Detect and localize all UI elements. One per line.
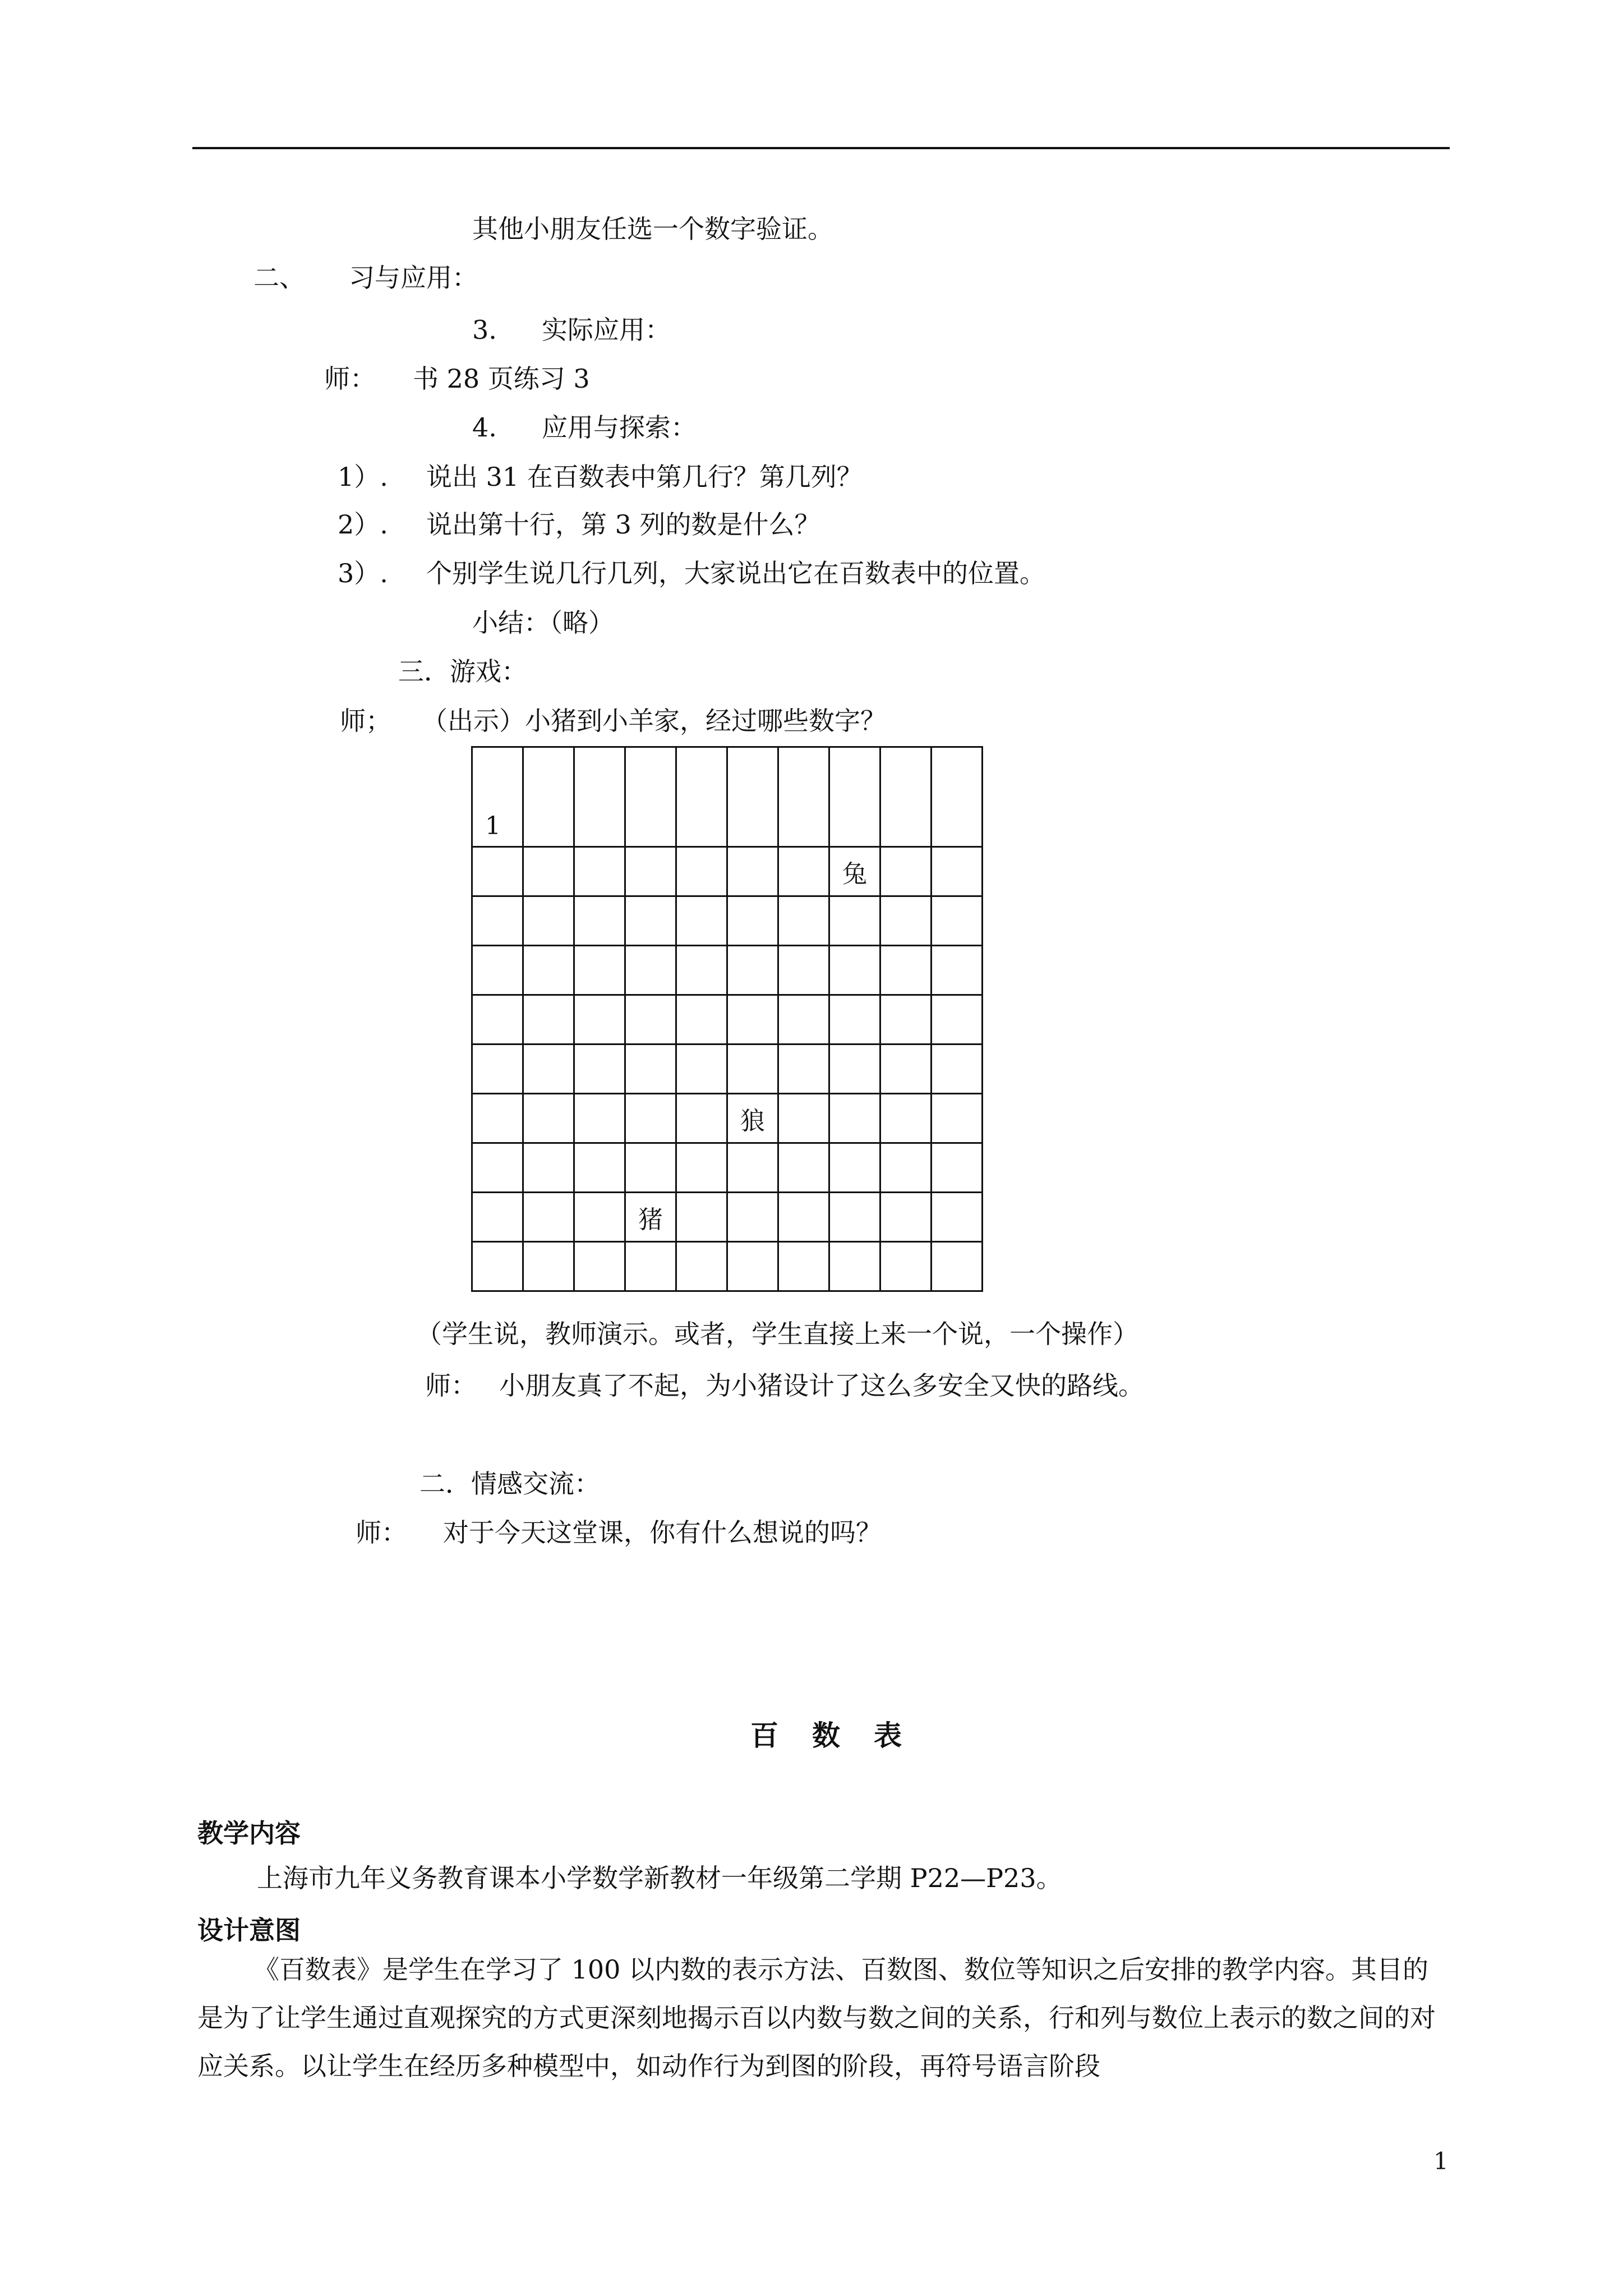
grid-cell	[932, 946, 983, 995]
grid-cell	[727, 1045, 778, 1094]
sub1-number: 1）.	[338, 462, 388, 492]
grid-cell	[625, 1094, 676, 1143]
page-number: 1	[1433, 2147, 1449, 2175]
grid-cell-start	[472, 747, 523, 847]
grid-cell	[625, 1045, 676, 1094]
grid-cell	[676, 1045, 727, 1094]
design-text: 《百数表》是学生在学习了 100 以内数的表示方法、百数图、数位等知识之后安排的教学内容。其目的是为了让学生通过直观探究的方式更深刻地揭示百以内数与数之间的关系，行和列与数位上表示的数之间的对应关系。以让学生在经历多种模型中，如动作行为到图的阶段，再符号语言阶段	[197, 1954, 1436, 2081]
teacher3-label: 师：	[425, 1370, 477, 1401]
grid-cell	[727, 1193, 778, 1242]
grid-cell	[523, 1193, 574, 1242]
teacher1-label: 师：	[324, 364, 376, 394]
start-number: 1	[485, 812, 501, 840]
grid-cell	[574, 1045, 625, 1094]
grid-cell	[472, 946, 523, 995]
grid-cell	[625, 896, 676, 946]
teacher4-text: 对于今天这堂课，你有什么想说的吗？	[443, 1517, 882, 1548]
grid-cell	[829, 1045, 880, 1094]
grid-cell	[778, 946, 829, 995]
grid-cell	[778, 747, 829, 847]
grid-cell	[829, 1242, 880, 1291]
grid-row	[472, 1242, 983, 1291]
grid-cell	[829, 946, 880, 995]
grid-cell	[472, 1094, 523, 1143]
sub1-text: 说出 31 在百数表中第几行？第几列？	[426, 462, 863, 492]
game-heading: 三．游戏：	[398, 656, 527, 687]
grid-cell	[676, 995, 727, 1045]
sub2-text: 说出第十行，第 3 列的数是什么？	[426, 509, 820, 540]
grid-row	[472, 896, 983, 946]
grid-cell	[880, 1242, 932, 1291]
grid-cell	[523, 995, 574, 1045]
grid-cell	[676, 896, 727, 946]
grid-cell	[829, 1094, 880, 1143]
grid-cell	[676, 747, 727, 847]
grid-cell	[932, 1143, 983, 1193]
rabbit-cell: 兔	[829, 847, 880, 896]
teacher1-text: 书 28 页练习 3	[413, 364, 590, 394]
sub3-text: 个别学生说几行几列，大家说出它在百数表中的位置。	[426, 558, 1045, 588]
grid-cell	[727, 1242, 778, 1291]
wolf-cell: 狼	[727, 1094, 778, 1143]
grid-cell	[625, 747, 676, 847]
grid-cell	[880, 747, 932, 847]
grid-cell	[880, 847, 932, 896]
grid-cell	[574, 1094, 625, 1143]
grid-cell	[574, 946, 625, 995]
grid-cell	[625, 1143, 676, 1193]
grid-cell	[676, 1193, 727, 1242]
grid-cell	[932, 847, 983, 896]
grid-row	[472, 1045, 983, 1094]
grid-cell	[472, 847, 523, 896]
design-heading: 设计意图	[197, 1915, 301, 1945]
grid-cell	[778, 1242, 829, 1291]
grid-cell	[472, 995, 523, 1045]
design-paragraph	[197, 1945, 1454, 2090]
grid-cell	[523, 1045, 574, 1094]
page-title: 百数表	[750, 1719, 935, 1752]
grid-cell	[676, 847, 727, 896]
grid-row	[472, 995, 983, 1045]
pig-cell: 猪	[625, 1193, 676, 1242]
grid-cell	[472, 1242, 523, 1291]
grid-cell	[880, 1045, 932, 1094]
grid-cell	[727, 946, 778, 995]
grid-row	[472, 1143, 983, 1193]
grid-cell	[472, 896, 523, 946]
grid-cell	[880, 946, 932, 995]
grid-cell	[880, 995, 932, 1045]
section-two-text: 习与应用：	[349, 263, 478, 293]
item4-text: 应用与探索：	[542, 412, 697, 443]
grid-cell	[932, 1242, 983, 1291]
grid-cell	[829, 747, 880, 847]
grid-cell	[880, 1094, 932, 1143]
grid-cell	[676, 1242, 727, 1291]
content-text: 上海市九年义务教育课本小学数学新教材一年级第二学期 P22—P23。	[257, 1863, 1062, 1893]
content-heading: 教学内容	[197, 1818, 301, 1848]
grid-cell	[523, 1094, 574, 1143]
grid-row	[472, 1193, 983, 1242]
grid-cell	[523, 946, 574, 995]
grid-cell	[727, 847, 778, 896]
student-note: （学生说，教师演示。或者，学生直接上来一个说，一个操作）	[416, 1319, 1138, 1349]
grid-cell	[574, 1193, 625, 1242]
grid-cell	[829, 896, 880, 946]
grid-cell	[523, 847, 574, 896]
hundred-grid	[471, 746, 983, 1292]
sub3-number: 3）.	[338, 558, 388, 588]
teacher2-text: （出示）小猪到小羊家，经过哪些数字？	[422, 706, 886, 736]
grid-cell	[574, 847, 625, 896]
section-two-label: 二、	[253, 263, 305, 293]
grid-cell	[778, 1143, 829, 1193]
grid-row	[472, 946, 983, 995]
grid-row	[472, 847, 983, 896]
grid-cell	[676, 1094, 727, 1143]
teacher4-label: 师：	[356, 1517, 407, 1548]
grid-cell	[676, 946, 727, 995]
grid-cell	[574, 896, 625, 946]
item4-number: 4.	[472, 412, 497, 443]
grid-cell	[932, 747, 983, 847]
grid-cell	[523, 747, 574, 847]
grid-cell	[625, 995, 676, 1045]
grid-cell	[932, 1094, 983, 1143]
grid-cell	[727, 747, 778, 847]
grid-cell	[932, 896, 983, 946]
grid-cell	[932, 1193, 983, 1242]
grid-cell	[676, 1143, 727, 1193]
grid-cell	[932, 1045, 983, 1094]
grid-cell	[778, 1045, 829, 1094]
grid-cell	[727, 995, 778, 1045]
grid-cell	[727, 1143, 778, 1193]
item3-text: 实际应用：	[542, 315, 671, 345]
grid-cell	[778, 896, 829, 946]
grid-cell	[778, 847, 829, 896]
grid-cell	[625, 1242, 676, 1291]
grid-cell	[932, 995, 983, 1045]
grid-cell	[523, 896, 574, 946]
grid-cell	[472, 1045, 523, 1094]
grid-cell	[829, 1143, 880, 1193]
grid-cell	[472, 1193, 523, 1242]
grid-cell	[880, 896, 932, 946]
grid-cell	[829, 1193, 880, 1242]
grid-cell	[778, 1193, 829, 1242]
emotion-heading: 二．情感交流：	[419, 1469, 600, 1499]
grid-row	[472, 1094, 983, 1143]
grid-cell	[829, 995, 880, 1045]
grid-cell	[778, 1094, 829, 1143]
item3-number: 3.	[472, 315, 497, 345]
header-rule	[192, 147, 1450, 149]
grid-cell	[574, 1242, 625, 1291]
grid-cell	[778, 995, 829, 1045]
grid-cell	[625, 946, 676, 995]
grid-cell	[472, 1143, 523, 1193]
grid-cell	[625, 847, 676, 896]
teacher2-label: 师；	[340, 706, 391, 736]
grid-cell	[574, 1143, 625, 1193]
sub2-number: 2）.	[338, 509, 388, 540]
grid-cell	[880, 1143, 932, 1193]
grid-cell	[574, 747, 625, 847]
grid-cell	[574, 995, 625, 1045]
teacher3-text: 小朋友真了不起，为小猪设计了这么多安全又快的路线。	[499, 1370, 1144, 1401]
grid-cell	[523, 1143, 574, 1193]
grid-cell	[523, 1242, 574, 1291]
grid-cell	[727, 896, 778, 946]
grid-cell	[880, 1193, 932, 1242]
summary-line: 小结：（略）	[472, 608, 614, 638]
verify-line: 其他小朋友任选一个数字验证。	[472, 214, 833, 244]
grid-row	[472, 747, 983, 847]
